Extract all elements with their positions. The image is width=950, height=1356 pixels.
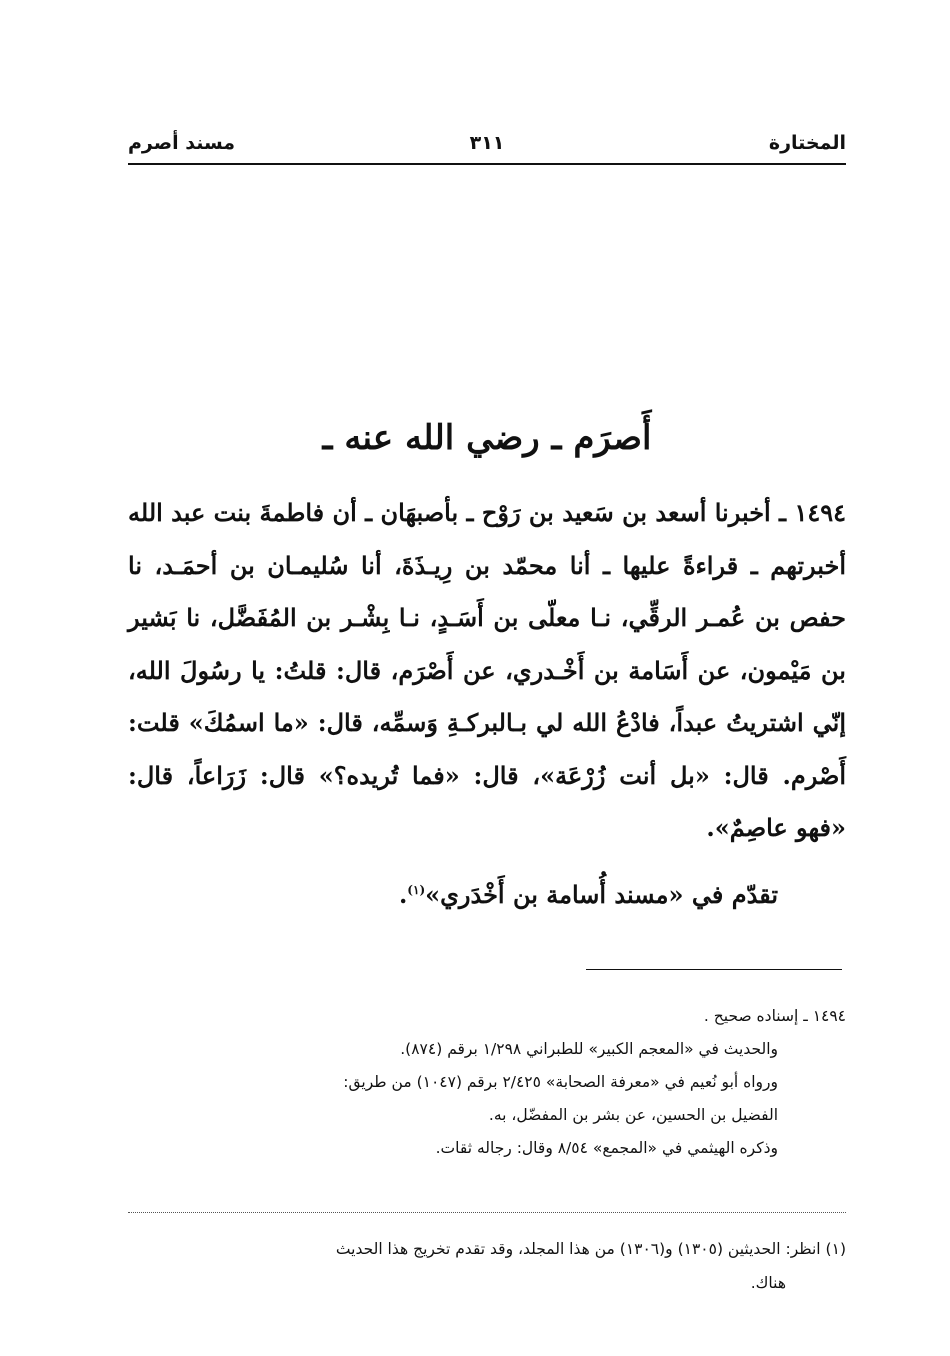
takhrij-notes xyxy=(128,1000,846,1165)
hadith-text: ـ أخبرنا أسعد بن سَعيد بن رَوْح ـ بأصبهَان ـ أن فاطمةَ بنت عبد الله أخبرتهم ـ قراءةً عليها ـ أنا محمّد بن رِيـذَةَ، أنا سُليمـان بن أحمَـد، نا حفص بن عُمـر الرقِّي، نـا معلّى بن أَسَـدٍ، نـا بِشْـر بن المُفَضَّل، نا بَشير بن مَيْمون، عن أَسَامة بن أَخْـدري، عن أَصْرَم، قال: قلتُ: يا رسُولَ الله، إنّي اشتريتُ عبداً، فادْعُ الله لي بـالبركـةِ وَسمِّه، قال: «ما اسمُكَ» قلت: أَصْرم. قال: «بل أنت زُرْعَة»، قال: «فما تُريده؟» قال: زَرَاعاً، قال: «فهو عاصِمٌ». xyxy=(128,498,847,842)
book-title: المختارة xyxy=(768,132,846,154)
takhrij-line: والحديث في «المعجم الكبير» للطبراني ١/٢٩٨ برقم (٨٧٤). xyxy=(400,1040,778,1058)
header-rule xyxy=(128,163,846,165)
takhrij-line: ورواه أبو نُعيم في «معرفة الصحابة» ٢/٤٢٥ برقم (١٠٤٧) من طريق: xyxy=(343,1073,778,1091)
hadith-number: ١٤٩٤ xyxy=(794,498,846,527)
footnote xyxy=(128,1232,846,1300)
cross-reference-end: . xyxy=(398,880,408,909)
cross-reference xyxy=(128,864,846,921)
takhrij-line: الفضيل بن الحسين، عن بشر بن المفضّل، به. xyxy=(488,1106,778,1124)
chapter-title: أَصرَم ـ رضي الله عنه ـ xyxy=(322,418,652,458)
running-header xyxy=(128,128,846,162)
footnote-continuation: هناك. xyxy=(750,1274,786,1292)
footnote-marker-label: (١) xyxy=(825,1240,846,1258)
hadith-paragraph xyxy=(128,487,846,855)
takhrij-line: ١٤٩٤ ـ إسناده صحيح . xyxy=(703,1007,846,1025)
notes-separator xyxy=(586,969,842,970)
takhrij-line: وذكره الهيثمي في «المجمع» ٨/٥٤ وقال: رجاله ثقات. xyxy=(435,1139,778,1157)
takhrij-number: ١٤٩٤ xyxy=(812,1007,846,1025)
section-title: مسند أصرم xyxy=(128,132,236,154)
footnote-line: (١) انظر: الحديثين (١٣٠٥) و(١٣٠٦) من هذا المجلد، وقد تقدم تخريج هذا الحديث xyxy=(335,1240,846,1258)
footnote-marker: (١) xyxy=(407,883,426,897)
page-number: ٣١١ xyxy=(469,132,505,154)
footnote-separator xyxy=(128,1212,846,1213)
hadith-body xyxy=(128,487,846,855)
cross-reference-text: تقدّم في «مسند أُسامة بن أَخْدَري» xyxy=(425,880,778,909)
